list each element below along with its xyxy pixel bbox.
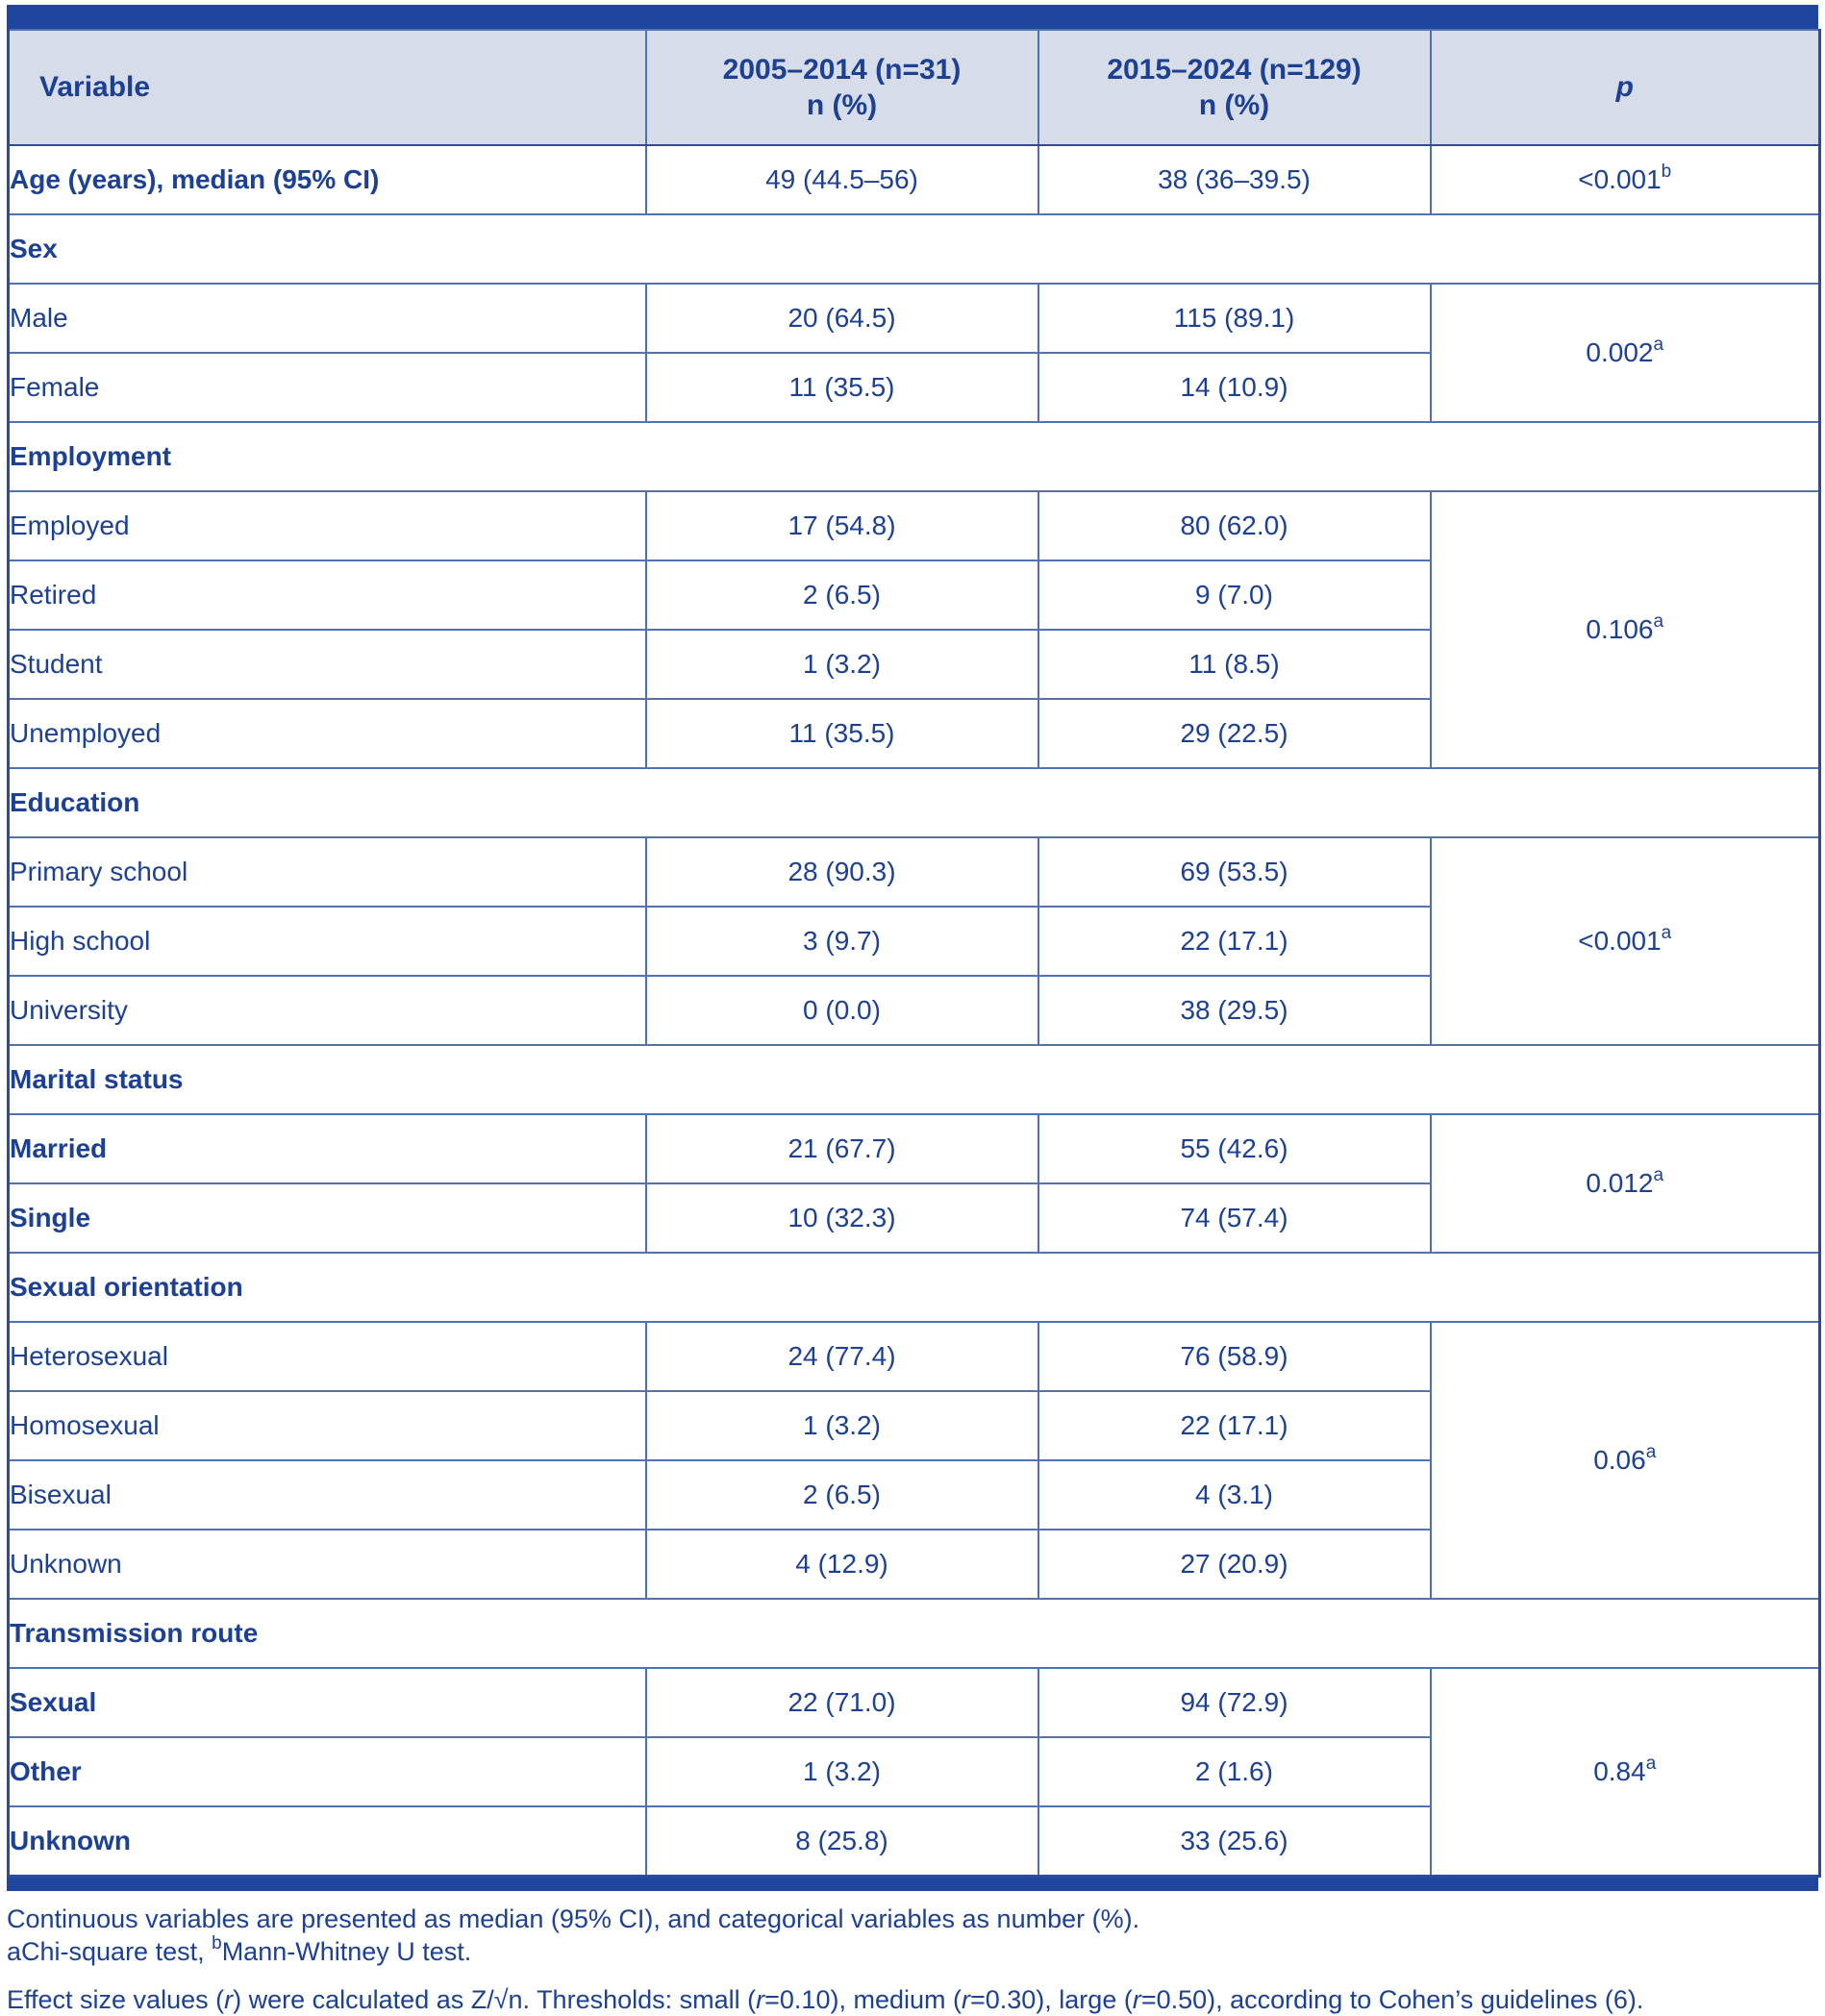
value-cell-2015: 80 (62.0): [1038, 491, 1431, 560]
section-row-sexual-orientation: [9, 1253, 1820, 1322]
header-p-value: p: [1431, 30, 1820, 145]
row-label-cell: Homosexual: [9, 1391, 646, 1460]
table-row-married: [9, 1114, 1820, 1183]
section-title-cell: Marital status: [9, 1045, 1820, 1114]
value-cell-2015: 29 (22.5): [1038, 699, 1431, 768]
section-row-education: [9, 768, 1820, 837]
row-label-cell: Other: [9, 1737, 646, 1806]
value-cell-2015: 38 (29.5): [1038, 976, 1431, 1045]
value-cell-2015: 22 (17.1): [1038, 1391, 1431, 1460]
value-cell-2015: 11 (8.5): [1038, 630, 1431, 699]
value-cell-2015: 27 (20.9): [1038, 1530, 1431, 1599]
row-label-cell: Heterosexual: [9, 1322, 646, 1391]
value-cell-2005: 3 (9.7): [646, 907, 1038, 976]
p-value-cell: [1431, 1668, 1820, 1877]
section-title-cell: Employment: [9, 422, 1820, 491]
value-cell-2005: 22 (71.0): [646, 1668, 1038, 1737]
row-label-cell: Unemployed: [9, 699, 646, 768]
value-cell-2005: 11 (35.5): [646, 699, 1038, 768]
p-footnote-marker: a: [1653, 334, 1664, 355]
value-cell-2005: 2 (6.5): [646, 1460, 1038, 1530]
row-label-cell: Sexual: [9, 1668, 646, 1737]
p-value: 0.012: [1586, 1168, 1654, 1198]
p-footnote-marker: a: [1653, 1164, 1664, 1185]
value-cell-2005: 24 (77.4): [646, 1322, 1038, 1391]
footnote-continuous-variables: Continuous variables are presented as median (95% CI), and categorical variables as number (%).: [7, 1904, 1140, 1933]
row-label-cell: University: [9, 976, 646, 1045]
section-row-transmission-route: [9, 1599, 1820, 1668]
value-cell-2005: 0 (0.0): [646, 976, 1038, 1045]
row-label-cell: Male: [9, 284, 646, 353]
header-period-2005-line1: 2005–2014 (n=31): [722, 53, 962, 86]
p-footnote-marker: a: [1645, 1441, 1657, 1462]
row-label-cell: Unknown: [9, 1806, 646, 1877]
value-cell-2005: 1 (3.2): [646, 630, 1038, 699]
section-row-employment: [9, 422, 1820, 491]
p-value: <0.001: [1578, 926, 1662, 956]
value-cell-2015: 14 (10.9): [1038, 353, 1431, 422]
row-label-cell: Bisexual: [9, 1460, 646, 1530]
p-value-cell: [1431, 284, 1820, 422]
row-label-cell: Age (years), median (95% CI): [9, 145, 646, 214]
p-value-cell: [1431, 837, 1820, 1045]
footnote-mann-whitney: Mann-Whitney U test.: [221, 1937, 472, 1966]
value-cell-2005: 28 (90.3): [646, 837, 1038, 907]
header-period-2015-line1: 2015–2024 (n=129): [1107, 53, 1362, 86]
value-cell-2005: 21 (67.7): [646, 1114, 1038, 1183]
value-cell-2015: 55 (42.6): [1038, 1114, 1431, 1183]
p-footnote-marker: b: [1661, 161, 1672, 182]
header-period-2005-line2: n (%): [806, 89, 878, 121]
value-cell-2005: 4 (12.9): [646, 1530, 1038, 1599]
p-footnote-marker: a: [1653, 610, 1664, 632]
row-label-cell: Primary school: [9, 837, 646, 907]
row-label-cell: Married: [9, 1114, 646, 1183]
p-value: <0.001: [1578, 164, 1662, 194]
value-cell-2005: 17 (54.8): [646, 491, 1038, 560]
p-value: 0.002: [1586, 337, 1654, 367]
value-cell-2005: 1 (3.2): [646, 1737, 1038, 1806]
value-cell-2005: 1 (3.2): [646, 1391, 1038, 1460]
demographics-table-page: [7, 5, 1818, 2016]
table-footnotes: [7, 1903, 1818, 2016]
p-value-cell: [1431, 1114, 1820, 1253]
header-variable: Variable: [9, 30, 646, 145]
value-cell-2005: 8 (25.8): [646, 1806, 1038, 1877]
value-cell-2015: 33 (25.6): [1038, 1806, 1431, 1877]
p-value-cell: [1431, 491, 1820, 768]
header-period-2015-2024: [1038, 30, 1431, 145]
value-cell-2015: 76 (58.9): [1038, 1322, 1431, 1391]
value-cell-2015: 74 (57.4): [1038, 1183, 1431, 1253]
header-period-2015-line2: n (%): [1198, 89, 1270, 121]
value-cell-2015: 9 (7.0): [1038, 560, 1431, 630]
section-title-cell: Sexual orientation: [9, 1253, 1820, 1322]
table-row-transmission-sexual: [9, 1668, 1820, 1737]
value-cell-2015: 2 (1.6): [1038, 1737, 1431, 1806]
table-row-primary-school: [9, 837, 1820, 907]
value-cell-2005: 49 (44.5–56): [646, 145, 1038, 214]
footnote-effect-size: Effect size values (r) were calculated as Z/√n. Thresholds: small (r=0.10), medium (r=0.30), large (r=0.50), according to Cohen’s guidelines (6).: [7, 1985, 1644, 2014]
table-bottom-rule: [7, 1878, 1818, 1891]
section-title-cell: Education: [9, 768, 1820, 837]
p-value: 0.06: [1593, 1445, 1646, 1475]
p-value-cell: [1431, 1322, 1820, 1599]
header-period-2005-2014: [646, 30, 1038, 145]
p-footnote-marker: a: [1645, 1753, 1657, 1774]
footnote-test-definitions: [7, 1935, 1818, 1968]
section-title-cell: Sex: [9, 214, 1820, 284]
row-label-cell: Unknown: [9, 1530, 646, 1599]
row-label-cell: Employed: [9, 491, 646, 560]
section-row-sex: [9, 214, 1820, 284]
row-label-cell: Single: [9, 1183, 646, 1253]
value-cell-2005: 10 (32.3): [646, 1183, 1038, 1253]
section-title-cell: Transmission route: [9, 1599, 1820, 1668]
value-cell-2015: 115 (89.1): [1038, 284, 1431, 353]
row-label-cell: Female: [9, 353, 646, 422]
value-cell-2005: 11 (35.5): [646, 353, 1038, 422]
p-value-cell: [1431, 145, 1820, 214]
p-value: 0.106: [1586, 614, 1654, 644]
demographics-comparison-table: [7, 29, 1821, 1878]
table-row-employed: [9, 491, 1820, 560]
table-row-male: [9, 284, 1820, 353]
value-cell-2005: 20 (64.5): [646, 284, 1038, 353]
table-top-rule: [7, 5, 1818, 29]
value-cell-2015: 22 (17.1): [1038, 907, 1431, 976]
table-header: [9, 30, 1820, 145]
p-value: 0.84: [1593, 1756, 1646, 1786]
value-cell-2015: 94 (72.9): [1038, 1668, 1431, 1737]
table-row-heterosexual: [9, 1322, 1820, 1391]
table-row-age: [9, 145, 1820, 214]
value-cell-2005: 2 (6.5): [646, 560, 1038, 630]
row-label-cell: High school: [9, 907, 646, 976]
footnote-marker-b: b: [212, 1933, 222, 1954]
row-label-cell: Retired: [9, 560, 646, 630]
value-cell-2015: 38 (36–39.5): [1038, 145, 1431, 214]
header-row: [9, 30, 1820, 145]
value-cell-2015: 4 (3.1): [1038, 1460, 1431, 1530]
footnote-chi-square: aChi-square test,: [7, 1937, 212, 1966]
value-cell-2015: 69 (53.5): [1038, 837, 1431, 907]
p-footnote-marker: a: [1661, 922, 1672, 943]
row-label-cell: Student: [9, 630, 646, 699]
section-row-marital-status: [9, 1045, 1820, 1114]
